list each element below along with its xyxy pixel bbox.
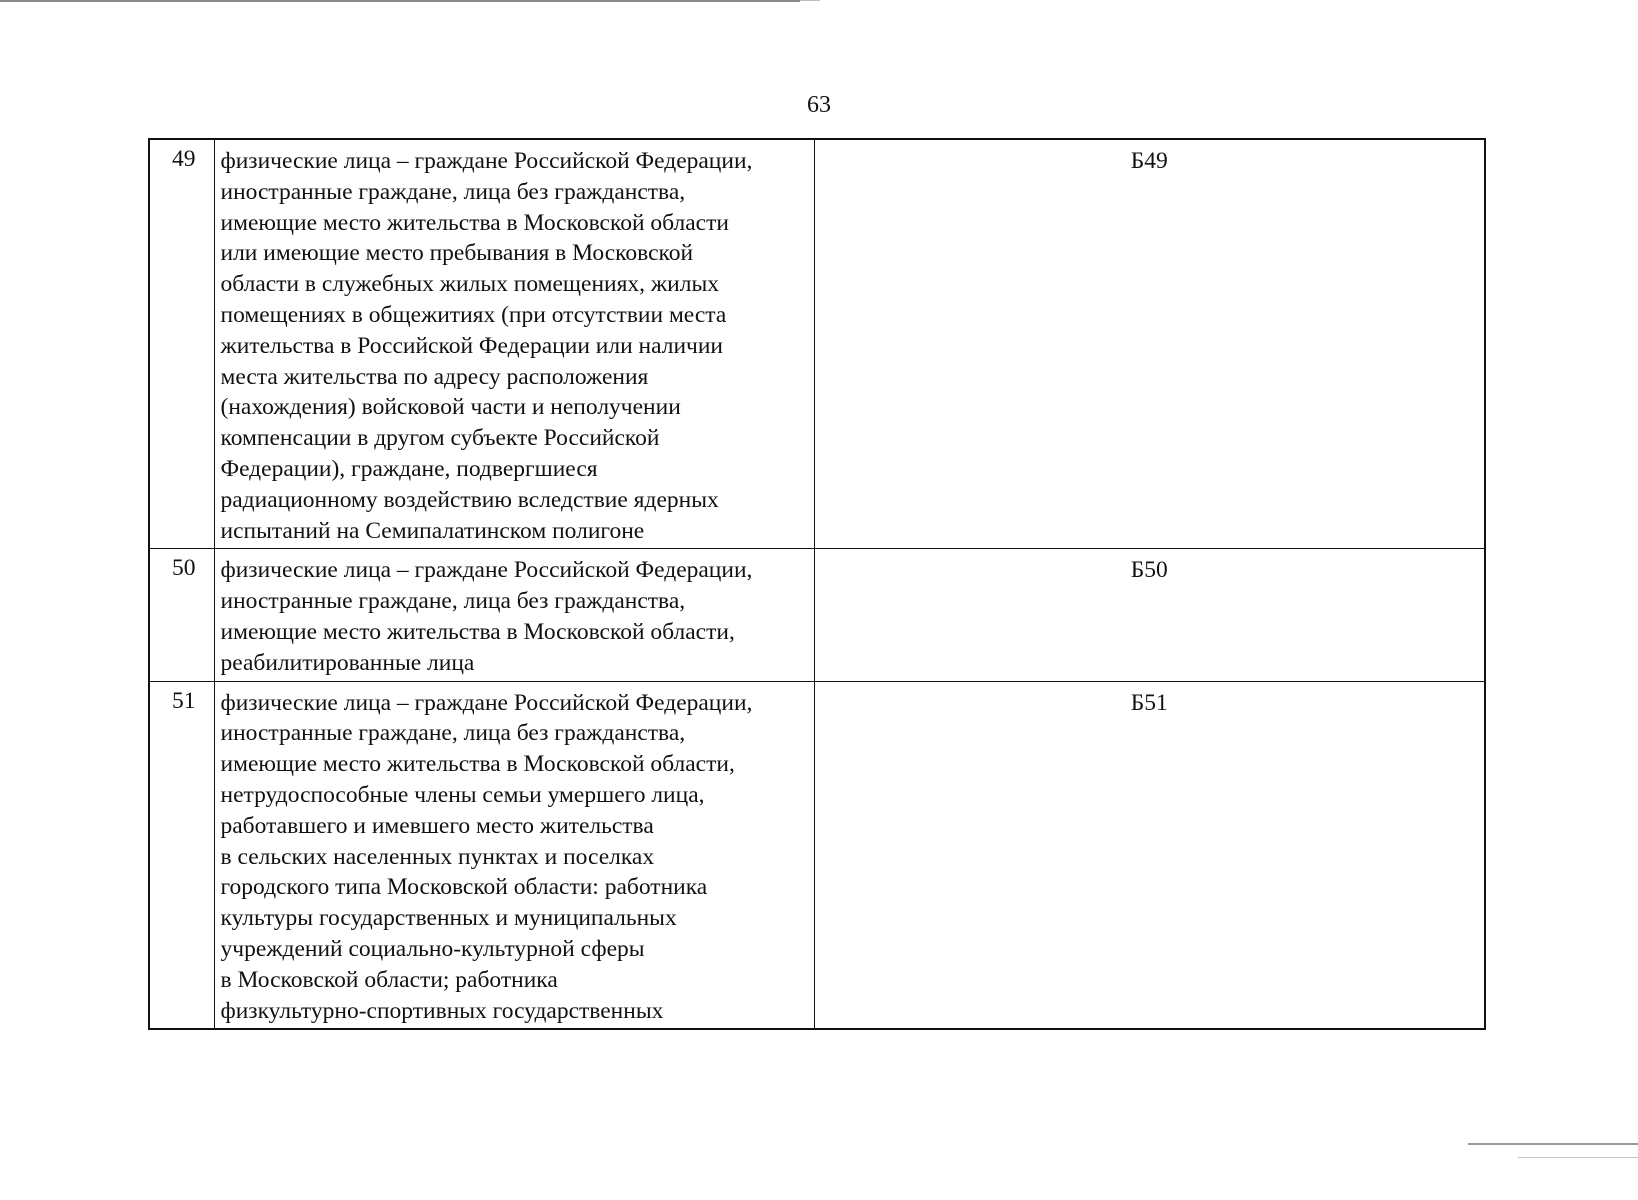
description-line: иностранные граждане, лица без гражданства, [220, 720, 686, 747]
table-row [149, 139, 1485, 549]
description-line: физические лица – граждане Российской Федерации, [220, 689, 753, 716]
description-line: радиационному воздействию вследствие ядерных [220, 486, 719, 513]
description-line: (нахождения) войсковой части и неполучении [220, 394, 681, 421]
row-description [214, 139, 814, 549]
row-number: 50 [149, 549, 214, 681]
description-line: области в служебных жилых помещениях, жилых [220, 271, 720, 298]
scan-edge [1468, 1143, 1638, 1145]
description-line: учреждений социально-культурной сферы [220, 935, 645, 962]
row-description [214, 681, 814, 1029]
scan-edge [800, 0, 820, 1]
description-line: жительства в Российской Федерации или наличии [220, 332, 724, 359]
document-table [148, 138, 1486, 1030]
description-line: физкультурно-спортивных государственных [220, 997, 664, 1024]
scan-edge [0, 0, 800, 2]
row-description [214, 549, 814, 681]
row-number: 49 [149, 139, 214, 549]
description-line: имеющие место жительства в Московской области, [220, 751, 735, 778]
scan-edge [1518, 1157, 1638, 1158]
description-line: имеющие место жительства в Московской области, [220, 618, 735, 645]
row-code: Б50 [814, 549, 1485, 681]
description-line: нетрудоспособные члены семьи умершего лица, [220, 781, 705, 808]
description-line: культуры государственных и муниципальных [220, 905, 677, 932]
description-line: или имеющие место пребывания в Московской [220, 240, 694, 267]
description-line: городского типа Московской области: работника [220, 874, 708, 901]
description-line: в сельских населенных пунктах и поселках [220, 843, 655, 870]
description-line: имеющие место жительства в Московской области [220, 209, 729, 236]
row-number: 51 [149, 681, 214, 1029]
description-line: физические лица – граждане Российской Федерации, [220, 557, 753, 584]
description-line: реабилитированные лица [220, 649, 475, 676]
description-line: иностранные граждане, лица без гражданства, [220, 588, 686, 615]
description-line: испытаний на Семипалатинском полигоне [220, 517, 645, 544]
page-number: 63 [807, 92, 831, 118]
table-row [149, 549, 1485, 681]
description-line: в Московской области; работника [220, 966, 558, 993]
description-line: работавшего и имевшего место жительства [220, 812, 654, 839]
description-line: иностранные граждане, лица без гражданства, [220, 178, 686, 205]
description-line: компенсации в другом субъекте Российской [220, 425, 660, 452]
description-line: физические лица – граждане Российской Федерации, [220, 148, 753, 174]
description-line: Федерации), граждане, подвергшиеся [220, 455, 598, 482]
description-line: помещениях в общежитиях (при отсутствии места [220, 301, 727, 328]
table-row [149, 681, 1485, 1029]
description-line: места жительства по адресу расположения [220, 363, 649, 390]
row-code: Б51 [814, 681, 1485, 1029]
row-code: Б49 [814, 139, 1485, 549]
